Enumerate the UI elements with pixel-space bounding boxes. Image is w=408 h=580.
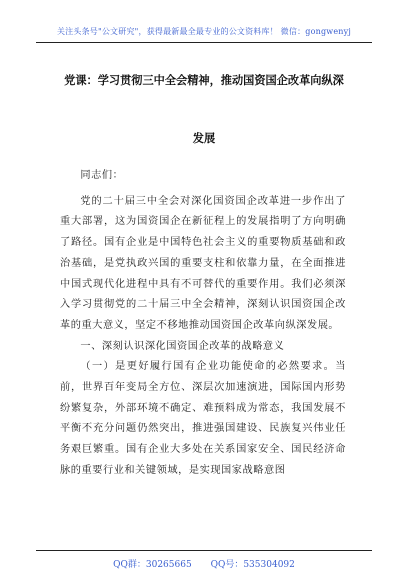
footer-divider: [36, 550, 372, 551]
qq-number-link[interactable]: QQ号：535304092: [210, 560, 295, 570]
header-banner[interactable]: 关注头条号"公文研究"，获得最新最全最专业的公文资料库！ 微信：gongwenyj: [56, 27, 352, 36]
footer-contact: [0, 557, 408, 570]
document-body: [60, 166, 346, 482]
subsection-paragraph: （一）是更好履行国有企业功能使命的必然要求。当前，世界百年变局全方位、深层次加速演进，国际国内形势纷繁复杂，外部环境不确定、难预料成为常态，我国发展不平衡不充分问题仍然突出，推进强国建设、民族复兴伟业任务艰巨繁重。国有企业大多处在关系国家安全、国民经济命脉的重要行业和关键领域，是实现国家战略意图: [60, 361, 346, 476]
document-title: 党课：学习贯彻三中全会精神，推动国资国企改革向纵深: [64, 74, 344, 87]
qq-group-link[interactable]: QQ群：30265665: [113, 560, 192, 570]
body-paragraph: 党的二十届三中全会对深化国资国企改革进一步作出了重大部署，这为国资国企在新征程上的发展指明了方向明确了路径。国有企业是中国特色社会主义的重要物质基础和政治基础，是党执政兴国的重要支柱和依靠力量，在全面推进中国式现代化进程中具有不可替代的重要作用。我们必须深入学习贯彻党的二十届三中全会精神，深刻认识国资国企改革的重大意义，坚定不移地推动国资国企改革向纵深发展。: [60, 195, 346, 331]
document-title-continued: 发展: [192, 132, 216, 145]
section-heading: 一、深刻认识深化国资国企改革的战略意义: [80, 340, 285, 352]
salutation: 同志们：: [80, 170, 124, 181]
header-divider: [36, 42, 372, 43]
